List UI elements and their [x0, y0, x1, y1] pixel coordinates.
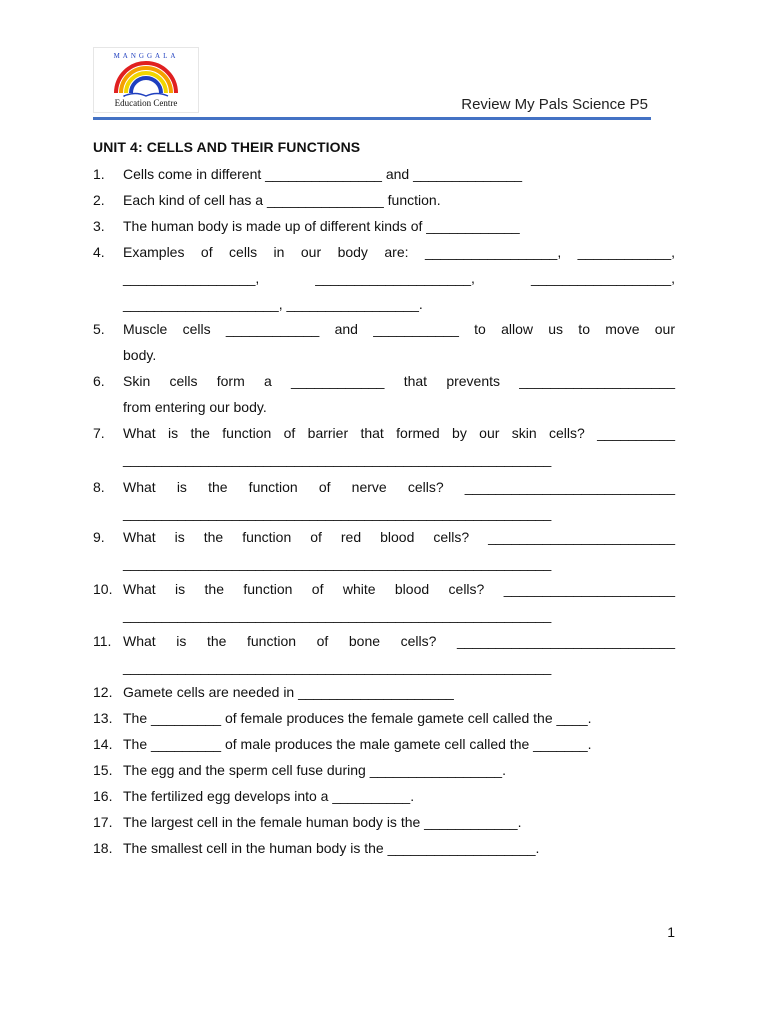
- question-number: 12.: [93, 684, 113, 700]
- question-item: [93, 474, 675, 526]
- question-item: [93, 161, 675, 187]
- question-text: body.: [123, 347, 157, 363]
- question-item: [93, 576, 675, 628]
- question-text: _______________________________________________________: [123, 555, 552, 571]
- question-item: [93, 187, 675, 213]
- question-number: 7.: [93, 425, 105, 441]
- question-text: _________________, ____________________, __________________,: [123, 270, 675, 286]
- question-number: 1.: [93, 166, 105, 182]
- question-number: 17.: [93, 814, 113, 830]
- question-text: _______________________________________________________: [123, 659, 552, 675]
- question-text: Skin cells form a ____________ that prevents ____________________: [123, 373, 675, 389]
- question-item: [93, 316, 675, 368]
- question-item: [93, 628, 675, 680]
- question-item: [93, 835, 675, 861]
- question-text: The human body is made up of different kinds of ____________: [123, 218, 520, 234]
- question-number: 5.: [93, 321, 105, 337]
- question-item: [93, 524, 675, 576]
- unit-title: UNIT 4: CELLS AND THEIR FUNCTIONS: [93, 139, 361, 155]
- question-text: The largest cell in the female human body is the ____________.: [123, 814, 522, 830]
- question-item: [93, 809, 675, 835]
- question-text: What is the function of white blood cells? ______________________: [123, 581, 675, 597]
- question-number: 6.: [93, 373, 105, 389]
- question-text: What is the function of barrier that formed by our skin cells? __________: [123, 425, 675, 441]
- question-item: [93, 731, 675, 757]
- question-number: 11.: [93, 633, 112, 649]
- logo: [93, 47, 199, 113]
- question-item: [93, 213, 675, 239]
- question-number: 15.: [93, 762, 113, 778]
- question-number: 3.: [93, 218, 105, 234]
- question-number: 8.: [93, 479, 105, 495]
- question-item: [93, 239, 675, 317]
- question-number: 18.: [93, 840, 113, 856]
- question-text: Each kind of cell has a _______________ function.: [123, 192, 441, 208]
- question-number: 9.: [93, 529, 105, 545]
- header-rule: [93, 117, 651, 120]
- question-number: 2.: [93, 192, 105, 208]
- question-text: _______________________________________________________: [123, 451, 552, 467]
- logo-arc-text: MANGGALA: [113, 52, 179, 60]
- question-text: The fertilized egg develops into a __________.: [123, 788, 415, 804]
- question-text: Gamete cells are needed in ____________________: [123, 684, 454, 700]
- question-text: What is the function of nerve cells? ___________________________: [123, 479, 675, 495]
- logo-caption: Education Centre: [114, 98, 178, 108]
- question-text: _______________________________________________________: [123, 505, 552, 521]
- question-text: _______________________________________________________: [123, 607, 552, 623]
- question-number: 14.: [93, 736, 113, 752]
- question-text: Cells come in different _______________ and ______________: [123, 166, 523, 182]
- page-number: 1: [667, 924, 675, 940]
- question-item: [93, 420, 675, 472]
- question-text: Muscle cells ____________ and ___________ to allow us to move our: [123, 321, 675, 337]
- question-text: The smallest cell in the human body is the ___________________.: [123, 840, 540, 856]
- question-item: [93, 705, 675, 731]
- question-item: [93, 679, 675, 705]
- question-text: What is the function of bone cells? ____________________________: [123, 633, 675, 649]
- question-item: [93, 757, 675, 783]
- question-text: from entering our body.: [123, 399, 267, 415]
- question-number: 10.: [93, 581, 113, 597]
- question-number: 4.: [93, 244, 105, 260]
- question-number: 13.: [93, 710, 113, 726]
- question-text: ____________________, _________________.: [123, 296, 423, 312]
- question-text: The egg and the sperm cell fuse during _________________.: [123, 762, 506, 778]
- question-text: The _________ of female produces the female gamete cell called the ____.: [123, 710, 592, 726]
- question-item: [93, 783, 675, 809]
- question-item: [93, 368, 675, 420]
- question-text: Examples of cells in our body are: _________________, ____________,: [123, 244, 675, 260]
- question-number: 16.: [93, 788, 113, 804]
- header-title: Review My Pals Science P5: [461, 96, 648, 113]
- question-text: What is the function of red blood cells? ________________________: [123, 529, 675, 545]
- question-text: The _________ of male produces the male gamete cell called the _______.: [123, 736, 592, 752]
